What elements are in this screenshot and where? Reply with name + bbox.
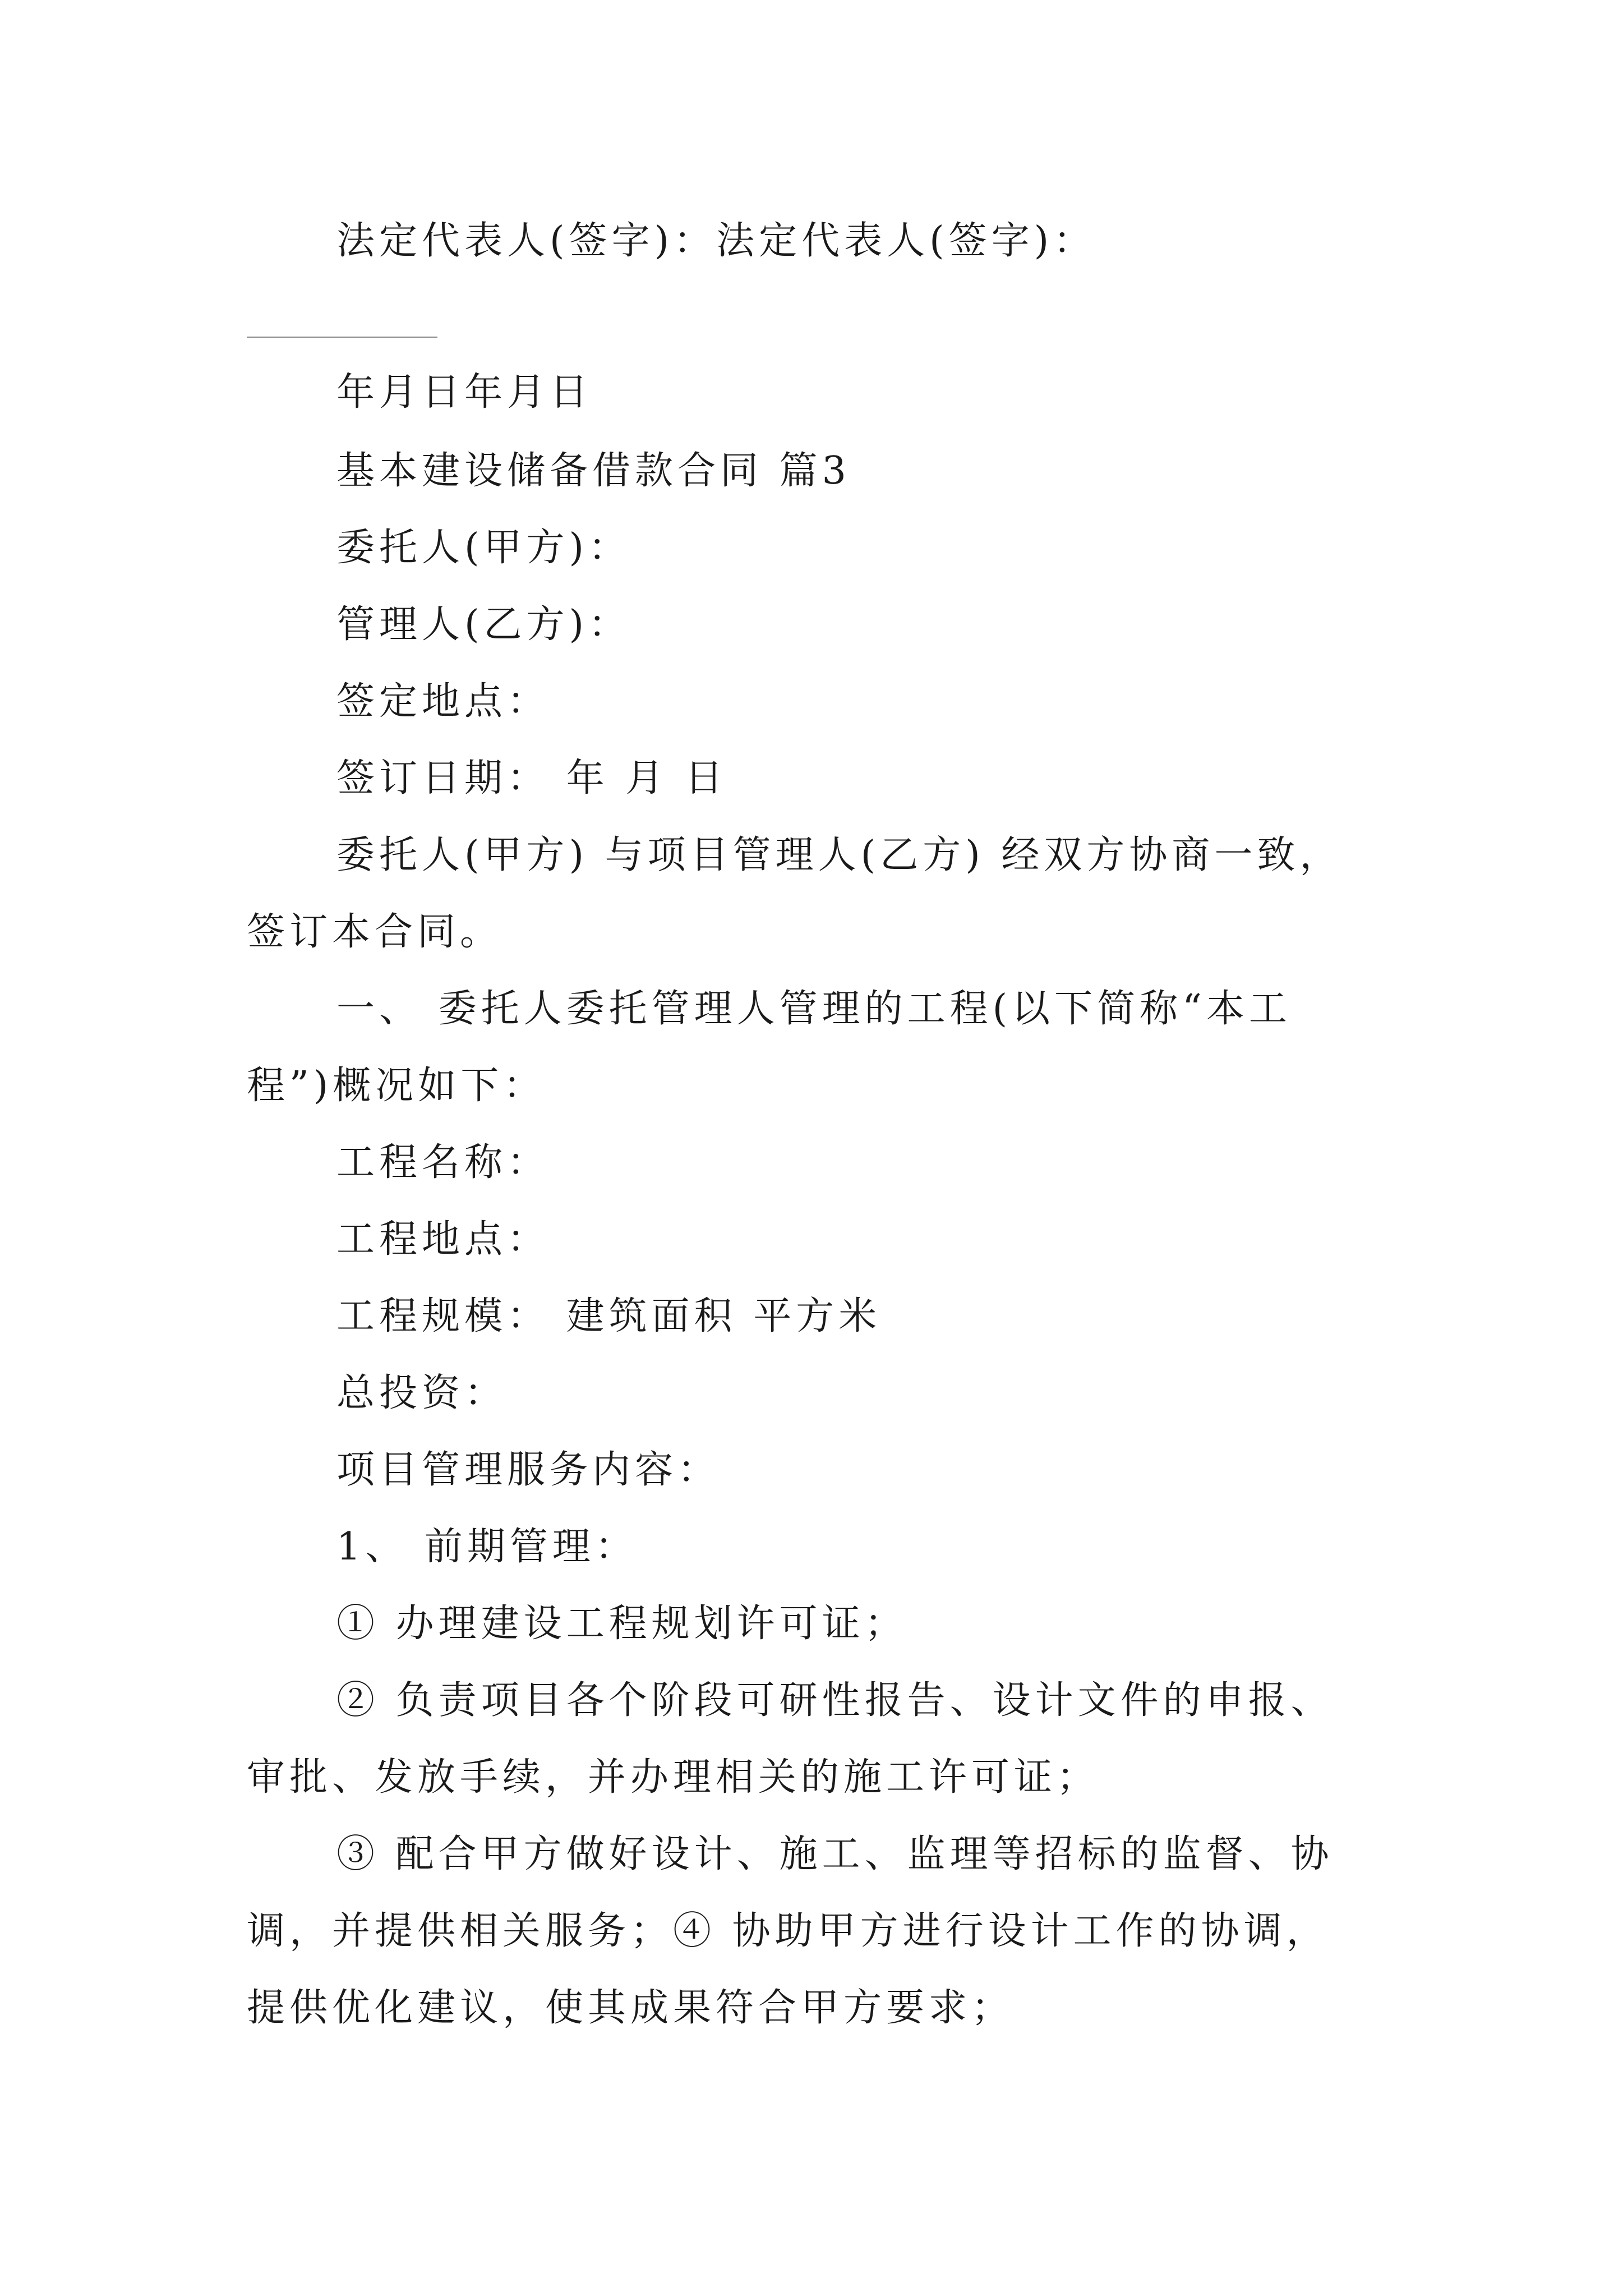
signature-row xyxy=(336,213,1096,269)
signature-blank-right xyxy=(247,337,437,338)
intro-line-1: 委托人(甲方) 与项目管理人(乙方) 经双方协商一致， xyxy=(336,833,1343,877)
project-services: 项目管理服务内容： xyxy=(336,1448,721,1492)
year-label-right: 年 xyxy=(464,370,508,415)
section1-line-1: 一、 委托人委托管理人管理的工程(以下简称“本工 xyxy=(336,987,1292,1031)
project-scale: 工程规模： 建筑面积 平方米 xyxy=(336,1294,882,1338)
signature-label-right: 法定代表人(签字)： xyxy=(716,219,1096,263)
sub-item-3-line-1: ③ 配合甲方做好设计、施工、监理等招标的监督、协 xyxy=(336,1832,1334,1876)
field-manager: 管理人(乙方)： xyxy=(336,602,631,647)
month-label-right: 月 xyxy=(507,370,550,415)
section1-line-2: 程”)概况如下： xyxy=(247,1064,546,1108)
signature-label-left: 法定代表人(签字)： xyxy=(336,219,717,263)
field-date: 签订日期： 年 月 日 xyxy=(336,756,727,800)
month-label-left: 月 xyxy=(379,370,422,415)
day-label-left: 日 xyxy=(422,370,465,415)
project-investment: 总投资： xyxy=(336,1371,508,1415)
year-label-left: 年 xyxy=(336,370,380,415)
sub-item-3-line-2: 调，并提供相关服务；④ 协助甲方进行设计工作的协调， xyxy=(247,1909,1329,1953)
sub-item-1: ① 办理建设工程规划许可证； xyxy=(336,1602,907,1646)
day-label-right: 日 xyxy=(550,370,593,415)
sub-item-3-line-3: 提供优化建议，使其成果符合甲方要求； xyxy=(247,1986,1015,2030)
project-name: 工程名称： xyxy=(336,1140,550,1185)
field-place: 签定地点： xyxy=(336,679,550,724)
sub-item-2-line-1: ② 负责项目各个阶段可研性报告、设计文件的申报、 xyxy=(336,1678,1334,1723)
date-blanks-row xyxy=(336,365,592,421)
item-1: 1、 前期管理： xyxy=(336,1525,638,1569)
sub-item-2-line-2: 审批、发放手续，并办理相关的施工许可证； xyxy=(247,1755,1100,1800)
intro-line-2: 签订本合同。 xyxy=(247,910,503,954)
field-client: 委托人(甲方)： xyxy=(336,526,631,570)
section-heading: 基本建设储备借款合同 篇3 xyxy=(336,449,851,493)
project-location: 工程地点： xyxy=(336,1217,550,1262)
